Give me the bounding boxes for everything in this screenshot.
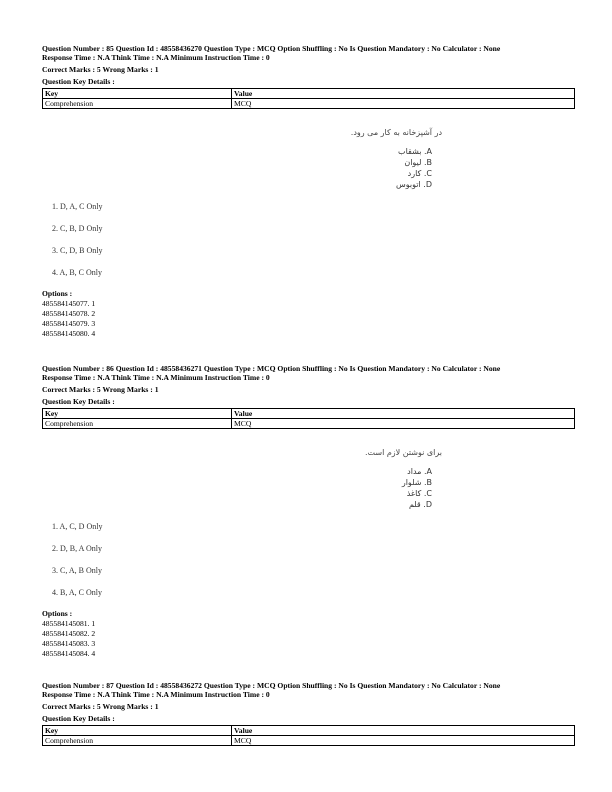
question-marks: Correct Marks : 5 Wrong Marks : 1: [42, 385, 159, 394]
question-block: [42, 44, 575, 338]
options-list: [42, 289, 95, 339]
option-id: 485584145080. 4: [42, 329, 96, 338]
answer-choice: 2. D, B, A Only: [52, 544, 103, 553]
answer-choice: 1. A, C, D Only: [52, 522, 103, 531]
key-details-title: Question Key Details :: [42, 397, 115, 406]
options-title: Options :: [42, 289, 73, 298]
question-item: D. اتوبوس: [396, 180, 432, 189]
option-id: 485584145084. 4: [42, 649, 96, 658]
answer-choices: [52, 202, 102, 290]
question-item: B. شلوار: [401, 478, 432, 487]
key-details-title: Question Key Details :: [42, 714, 115, 723]
answer-choice: 1. D, A, C Only: [52, 202, 103, 211]
question-item: A. بشقاب: [398, 147, 432, 156]
question-item: C. کارد: [407, 169, 432, 178]
table-cell-key: Comprehension: [43, 419, 232, 429]
option-id: 485584145078. 2: [42, 309, 96, 318]
question-timing: Response Time : N.A Think Time : N.A Minimum Instruction Time : 0: [42, 373, 270, 382]
question-marks: Correct Marks : 5 Wrong Marks : 1: [42, 65, 159, 74]
question-item: A. مداد: [407, 467, 432, 476]
answer-choice: 4. B, A, C Only: [52, 588, 103, 597]
options-title: Options :: [42, 609, 73, 618]
table-header-key: Key: [43, 726, 232, 736]
question-meta: Question Number : 87 Question Id : 48558436272 Question Type : MCQ Option Shuffling : No Is Question Mandatory : No Calculator : None: [42, 681, 501, 690]
question-items: [42, 146, 432, 190]
answer-choice: 2. C, B, D Only: [52, 224, 103, 233]
table-cell-key: Comprehension: [43, 99, 232, 109]
question-item: D. قلم: [408, 500, 432, 509]
table-header-key: Key: [43, 89, 232, 99]
key-details-table: [42, 408, 575, 429]
question-item: C. کاغذ: [406, 489, 432, 498]
table-cell-key: Comprehension: [43, 736, 232, 746]
question-stem: برای نوشتن لازم است.: [364, 448, 442, 457]
answer-choice: 4. A, B, C Only: [52, 268, 103, 277]
answer-choice: 3. C, D, B Only: [52, 246, 103, 255]
key-details-table: [42, 88, 575, 109]
option-id: 485584145077. 1: [42, 299, 96, 308]
table-header-key: Key: [43, 409, 232, 419]
question-meta: Question Number : 86 Question Id : 48558436271 Question Type : MCQ Option Shuffling : No Is Question Mandatory : No Calculator : None: [42, 364, 501, 373]
table-header-value: Value: [232, 89, 575, 99]
option-id: 485584145083. 3: [42, 639, 96, 648]
table-cell-value: MCQ: [232, 736, 575, 746]
key-details-table: [42, 725, 575, 746]
question-timing: Response Time : N.A Think Time : N.A Minimum Instruction Time : 0: [42, 690, 270, 699]
question-item: B. لیوان: [404, 158, 432, 167]
question-block: [42, 681, 575, 746]
question-items: [42, 466, 432, 510]
answer-choice: 3. C, A, B Only: [52, 566, 103, 575]
option-id: 485584145079. 3: [42, 319, 96, 328]
options-list: [42, 609, 95, 659]
question-marks: Correct Marks : 5 Wrong Marks : 1: [42, 702, 159, 711]
table-cell-value: MCQ: [232, 99, 575, 109]
answer-choices: [52, 522, 102, 610]
key-details-title: Question Key Details :: [42, 77, 115, 86]
question-stem: در آشپزخانه به کار می رود.: [350, 128, 442, 137]
question-meta: Question Number : 85 Question Id : 48558436270 Question Type : MCQ Option Shuffling : No Is Question Mandatory : No Calculator : None: [42, 44, 501, 53]
question-block: [42, 364, 575, 658]
option-id: 485584145082. 2: [42, 629, 96, 638]
option-id: 485584145081. 1: [42, 619, 96, 628]
table-header-value: Value: [232, 726, 575, 736]
table-cell-value: MCQ: [232, 419, 575, 429]
table-header-value: Value: [232, 409, 575, 419]
question-timing: Response Time : N.A Think Time : N.A Minimum Instruction Time : 0: [42, 53, 270, 62]
